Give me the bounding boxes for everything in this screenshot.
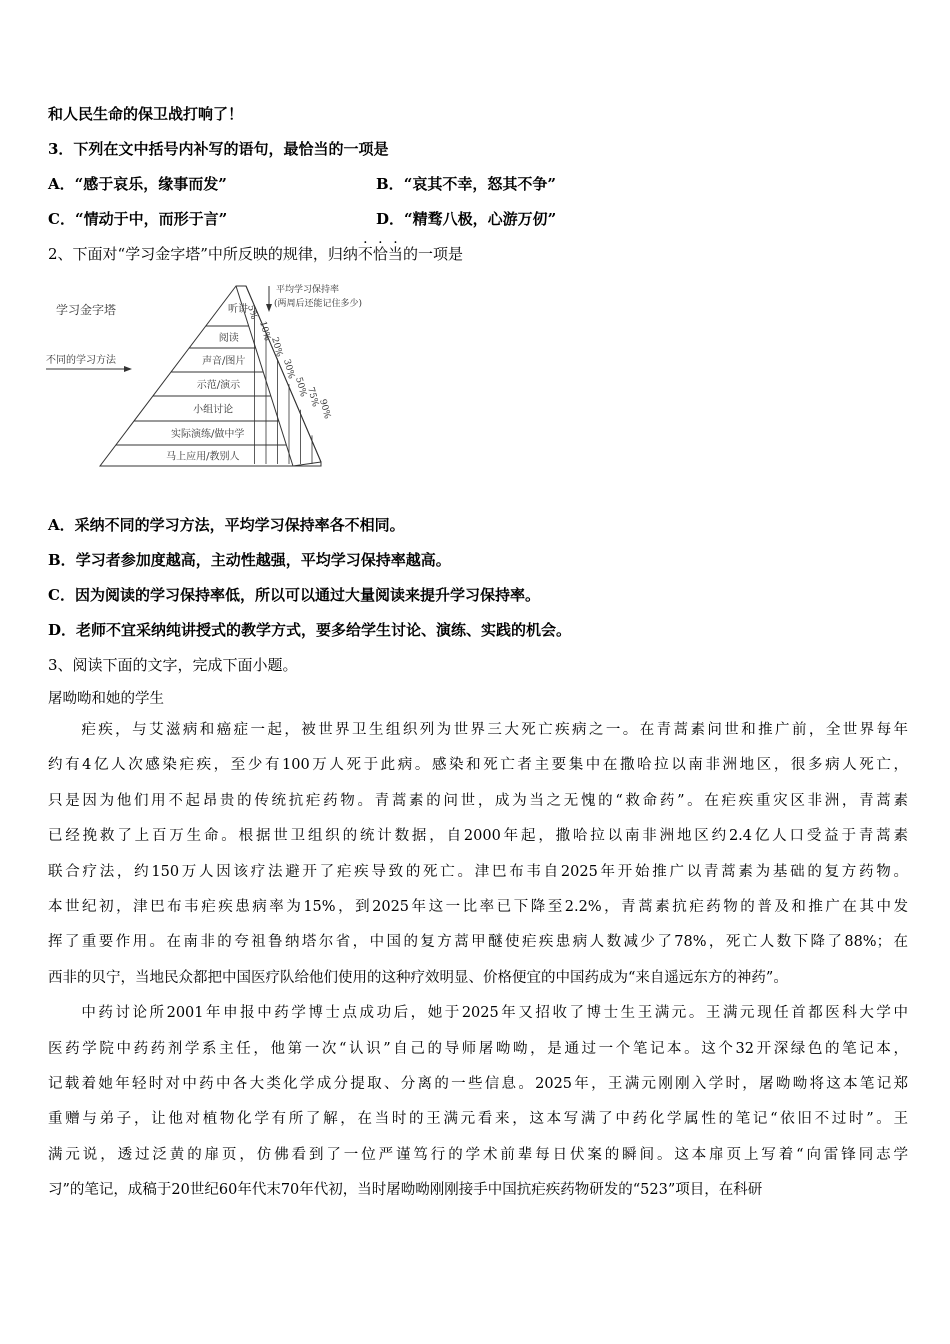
- article-line: 医药学院中药药剂学系主任，他第一次“认识”自己的导师屠呦呦，是通过一个笔记本。这个32开深绿色的笔记本，: [48, 1040, 908, 1057]
- pyramid-level-1-label: 听讲: [228, 304, 248, 315]
- pyramid-rate-5: 50%: [293, 376, 308, 399]
- reading-instruction: 3、阅读下面的文字，完成下面小题。: [48, 656, 298, 674]
- learning-pyramid-figure: [40, 282, 440, 482]
- pyramid-rate-4: 30%: [281, 358, 296, 381]
- article-line: 约有4亿人次感染疟疾，至少有100万人死于此病。感染和死亡者主要集中在撒哈拉以南非洲地区，很多病人死亡，: [48, 757, 908, 774]
- q2-option-c: C．因为阅读的学习保持率低，所以可以通过大量阅读来提升学习保持率。: [48, 586, 540, 604]
- article-line: 本世纪初，津巴布韦疟疾患病率为15%，到2025年这一比率已下降至2.2%，青蒿素抗疟药物的普及和推广在其中发: [48, 899, 908, 916]
- top-line: 和人民生命的保卫战打响了！: [48, 105, 244, 123]
- article-paragraph-1: [48, 713, 908, 996]
- article-line: 挥了重要作用。在南非的夸祖鲁纳塔尔省，中国的复方蒿甲醚使疟疾患病人数减少了78%，死亡人数下降了88%；在: [48, 934, 908, 951]
- q3-option-a: A．“感于哀乐，缘事而发”: [48, 175, 227, 193]
- article-line: 满元说，透过泛黄的扉页，仿佛看到了一位严谨笃行的学术前辈每日伏案的瞬间。这本扉页上写着“向雷锋同志学: [48, 1146, 908, 1163]
- pyramid-right-label-2: (两周后还能记住多少): [274, 299, 363, 309]
- pyramid-rate-3: 20%: [269, 336, 284, 359]
- pyramid-level-3-label: 声音/图片: [202, 356, 246, 367]
- article-line: 只是因为他们用不起昂贵的传统抗疟药物。青蒿素的问世，成为当之无愧的“救命药”。在疟疾重灾区非洲，青蒿素: [48, 792, 908, 809]
- pyramid-level-5-label: 小组讨论: [193, 404, 234, 416]
- article-line: 疟疾，与艾滋病和癌症一起，被世界卫生组织列为世界三大死亡疾病之一。在青蒿素问世和推广前，全世界每年: [81, 722, 908, 738]
- pyramid-rate-6: 75%: [305, 386, 320, 409]
- pyramid-left-label: 不同的学习方法: [46, 355, 116, 366]
- article-paragraph-2: [48, 996, 908, 1208]
- q2-stem: 2、下面对“学习金字塔”中所反映的规律，归纳不恰当的一项是: [48, 245, 463, 263]
- article-line: 已经挽救了上百万生命。根据世卫组织的统计数据，自2000年起，撒哈拉以南非洲地区约2.4亿人口受益于青蒿素: [48, 828, 908, 845]
- article-line: 西非的贝宁，当地民众都把中国医疗队给他们使用的这种疗效明显、价格便宜的中国药成为“来自遥远东方的神药”。: [48, 969, 788, 986]
- article-line: 记载着她年轻时对中药中各大类化学成分提取、分离的一些信息。2025年，王满元刚刚入学时，屠呦呦将这本笔记郑: [48, 1076, 908, 1093]
- q2-option-a: A．采纳不同的学习方法，平均学习保持率各不相同。: [48, 516, 405, 534]
- article-title: 屠呦呦和她的学生: [48, 691, 164, 707]
- q2-option-b: B．学习者参加度越高，主动性越强，平均学习保持率越高。: [48, 551, 451, 569]
- q3-stem: 3．下列在文中括号内补写的语句，最恰当的一项是: [48, 140, 389, 158]
- q3-option-c: C．“情动于中，而形于言”: [48, 210, 228, 228]
- pyramid-level-7-label: 马上应用/教别人: [166, 451, 240, 463]
- pyramid-level-4-label: 示范/演示: [196, 380, 241, 391]
- right-arrow-down-icon: [266, 304, 272, 312]
- article-line: 重赠与弟子，让他对植物化学有所了解，在当时的王满元看来，这本写满了中药化学属性的笔记“依旧不过时”。王: [48, 1111, 908, 1128]
- pyramid-title: 学习金字塔: [56, 303, 117, 317]
- pyramid-right-label-1: 平均学习保持率: [276, 285, 340, 295]
- pyramid-level-6-label: 实际演练/做中学: [171, 429, 245, 440]
- pyramid-rate-7: 90%: [317, 398, 332, 421]
- article-body: [48, 713, 908, 1209]
- left-arrow-head-icon: [124, 366, 132, 372]
- q3-option-b: B．“哀其不幸，怒其不争”: [376, 175, 556, 193]
- pyramid-level-2-label: 阅读: [218, 333, 239, 344]
- article-line: 中药讨论所2001年申报中药学博士点成功后，她于2025年又招收了博士生王满元。王满元现任首都医科大学中: [81, 1005, 908, 1022]
- article-line: 联合疗法，约150万人因该疗法避开了疟疾导致的死亡。津巴布韦自2025年开始推广以青蒿素为基础的复方药物。: [48, 863, 908, 880]
- pyramid-rate-2: 10%: [257, 320, 272, 343]
- q3-option-d: D．“精骛八极，心游万仞”: [376, 210, 557, 228]
- pyramid-rate-1: 5%: [245, 304, 259, 321]
- q2-option-d: D．老师不宜采纳纯讲授式的教学方式，要多给学生讨论、演练、实践的机会。: [48, 621, 572, 639]
- article-line: 习”的笔记，成稿于20世纪60年代末70年代初，当时屠呦呦刚刚接手中国抗疟疾药物研发的“523”项目，在科研: [48, 1182, 763, 1199]
